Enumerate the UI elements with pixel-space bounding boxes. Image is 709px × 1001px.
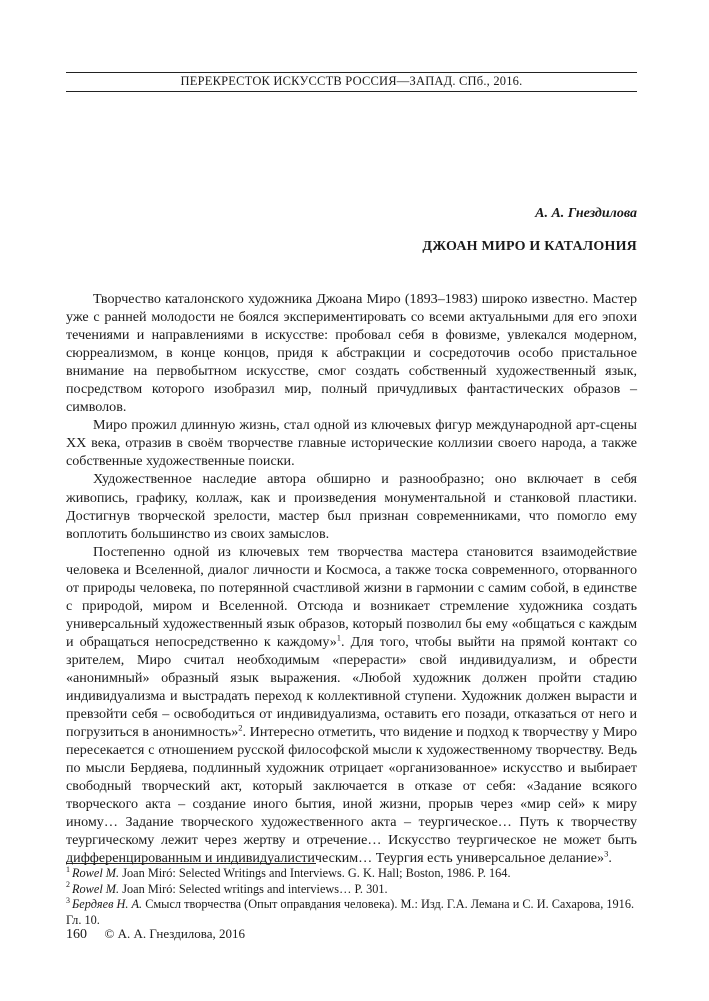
running-head: ПЕРЕКРЕСТОК ИСКУССТВ РОССИЯ—ЗАПАД. СПб., 2016. [180,74,523,88]
footnotes [66,866,637,928]
footnote-author: Бердяев Н. А. [72,897,143,911]
page-footer [66,926,245,943]
paragraph-1: Творчество каталонского художника Джоана Миро (1893–1983) широко известно. Мастер уже с ранней молодости не боялся экспериментировать со всеми актуальными для его эпохи течениями и направлениями в искусстве: пробовал себя в фовизме, увлекался модерном, сюрреализмом, в конце концов, придя к абстракции и сосредоточив особо пристальное внимание на первобытном искусстве, смог создать собственный художественный язык, посредством которого изобразил мир, полный причудливых фантастических образов – символов. [66,291,637,416]
header-bottom-rule [66,91,637,92]
paragraph-2: Миро прожил длинную жизнь, стал одной из ключевых фигур международной арт-сцены XX века, отразив в своём творчестве главные исторические коллизии своего народа, а также собственные художественные поиски. [66,417,637,470]
footnote-ref-2[interactable]: 2 [238,722,243,733]
footnote-number: 2 [66,880,70,890]
article-body [66,290,637,868]
header-top-rule [66,72,637,73]
footnote-text: Joan Miró: Selected Writings and Interviews. G. K. Hall; Boston, 1986. P. 164. [119,866,511,880]
footnote-ref-1[interactable]: 1 [336,632,342,643]
paragraph-4-part-b: . Для того, чтобы выйти на прямой контакт со зрителем, Миро считал необходимым «перерасти» свой индивидуализм, и обрести «анонимный» образный язык выражения. «Любой художник должен пройти стадию индивидуализма и выстрадать переход к коллективной ступени. Художник должен вырасти и превзойти себя – освободиться от индивидуализма, оставить его позади, отказаться от него и погрузиться в анонимность» [66,633,637,741]
article-author: А. А. Гнездилова [535,206,637,221]
footnote-1 [66,866,637,882]
footnote-author: Rowel M. [72,881,120,896]
paragraph-4-part-d: . [608,850,612,867]
footnote-3 [66,897,637,928]
footnote-number: 1 [66,864,70,874]
article-title: ДЖОАН МИРО И КАТАЛОНИЯ [422,239,637,254]
page-number: 160 [66,927,87,942]
footnote-text: Joan Miró: Selected writings and interviews… P. 301. [119,881,388,896]
footnote-ref-3[interactable]: 3 [604,848,609,859]
footnote-2 [66,882,637,898]
footnote-number: 3 [66,895,70,905]
paragraph-4-part-a: Постепенно одной из ключевых тем творчества мастера становится взаимодействие человека и Вселенной, диалог личности и Космоса, а также тоска современного, оторванного от природы человека, по потерянной счастливой жизни в гармонии с самим собой, в единстве с природой, миром и Вселенной. Отсюда и возникает стремление художника создать универсальный художественный язык образов, который позволил бы ему «общаться с каждым и обращаться непосредственно к каждому» [66,543,637,650]
footnote-separator [66,863,316,864]
paragraph-3: Художественное наследие автора обширно и разнообразно; оно включает в себя живопись, графику, коллаж, как и произведения монументальной и станковой пластики. Достигнув творческой зрелости, мастер был признан современниками, что помогло ему воплотить большинство из своих замыслов. [66,471,637,542]
paragraph-4-part-c: . Интересно отметить, что видение и подход к творчеству у Миро пересекается с отношением русской философской мысли к художественному творчеству. Ведь по мысли Бердяева, подлинный художник отрицает «организованное» искусство и выбирает свободный творческий акт, который заключается в отказе от себя: «Задание всякого творческого акта – создание иного бытия, иной жизни, прорыв через «мир сей» к миру иному… Задание творческого художественного акта – теургическое… Путь к творчеству теургическому лежит через жертву и отречение… Искусство теургическое не может быть дифференцированным и индивидуалистическим… Теургия есть универсальное делание» [66,724,637,867]
footnote-author: Rowel M. [72,866,120,880]
footnote-text: Смысл творчества (Опыт оправдания человека). М.: Изд. Г.А. Лемана и С. И. Сахарова, 1916. Гл. 10. [66,897,635,927]
paragraph-4 [66,543,637,868]
copyright: © А. А. Гнездилова, 2016 [104,926,246,941]
